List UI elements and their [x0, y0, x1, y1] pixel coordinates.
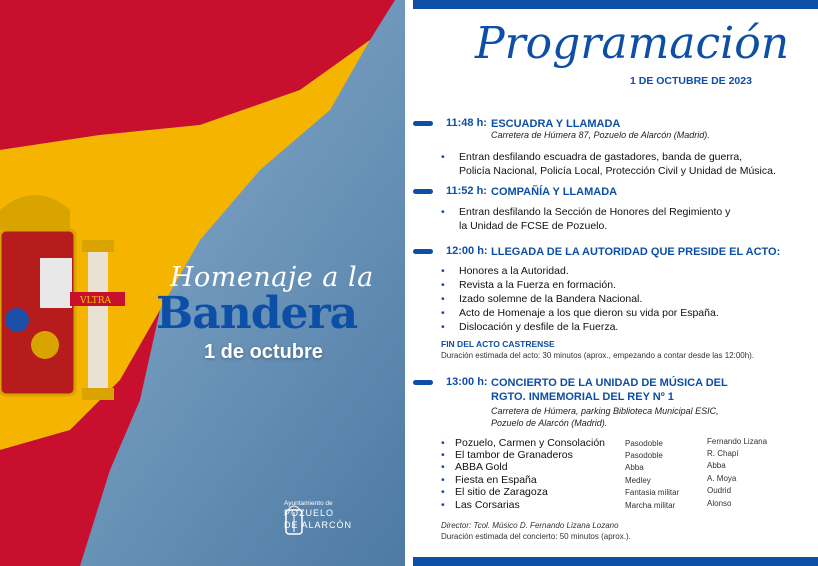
list-item: • Entran desfilando escuadra de gastadores, banda de guerra, Policía Nacional, Policía Local, Protección Civil y Unidad de Música. [441, 151, 776, 177]
director: Director: Tcol. Músico D. Fernando Lizana Lozano [441, 521, 619, 530]
coat-of-arms-icon [284, 500, 304, 536]
list-item: • Dislocación y desfile de la Fuerza. [441, 321, 619, 333]
program-title: Programación [475, 18, 790, 69]
song-row: • Las Corsarias Marcha militar Alonso [441, 499, 732, 511]
section-title: ESCUADRA Y LLAMADA [491, 118, 621, 130]
logo-line2: POZUELO [284, 508, 335, 518]
section-title: LLEGADA DE LA AUTORIDAD QUE PRESIDE EL ACTO: [491, 246, 781, 258]
section-address: Carretera de Húmera, parking Biblioteca Municipal ESIC, Pozuelo de Alarcón (Madrid). [491, 406, 719, 428]
song-row: • El tambor de Granaderos Pasodoble R. Chapí [441, 449, 739, 461]
svg-text:VLTRA: VLTRA [80, 296, 112, 306]
top-bar [413, 0, 818, 9]
dash-icon [413, 121, 433, 126]
section-time: 11:52 h: [446, 185, 487, 197]
section-time: 11:48 h: [446, 117, 487, 129]
song-row: • El sitio de Zaragoza Fantasia militar Oudrid [441, 486, 732, 498]
section-time: 12:00 h: [446, 245, 488, 257]
list-item: • Izado solemne de la Bandera Nacional. [441, 293, 643, 305]
program-date: 1 DE OCTUBRE DE 2023 [630, 75, 752, 87]
poster-title: Bandera [156, 288, 358, 339]
bottom-bar [413, 557, 818, 566]
list-item: • Entran desfilando la Sección de Honores del Regimiento y la Unidad de FCSE de Pozuelo. [441, 206, 731, 232]
ayuntamiento-logo [284, 500, 352, 531]
end-title: FIN DEL ACTO CASTRENSE [441, 339, 555, 349]
section-time: 13:00 h: [446, 376, 488, 388]
section-address: Carretera de Húmera 87, Pozuelo de Alarcón (Madrid). [491, 130, 710, 140]
song-row: • Fiesta en España Medley A. Moya [441, 474, 737, 486]
list-item: • Revista a la Fuerza en formación. [441, 279, 616, 291]
list-item: • Acto de Homenaje a los que dieron su vida por España. [441, 307, 719, 319]
logo-line3: DE ALARCÓN [284, 520, 353, 530]
dash-icon [413, 380, 433, 385]
section-title: CONCIERTO DE LA UNIDAD DE MÚSICA DEL RGTO. INMEMORIAL DEL REY Nº 1 [491, 377, 728, 403]
program-panel [405, 0, 818, 566]
song-row: • Pozuelo, Carmen y Consolación Pasodoble Fernando Lizana [441, 437, 768, 449]
poster-subtitle: Homenaje a la [170, 262, 374, 293]
section-title: COMPAÑÍA Y LLAMADA [491, 186, 618, 198]
concert-duration: Duración estimada del concierto: 50 minutos (aprox.). [441, 532, 631, 541]
poster-date: 1 de octubre [204, 341, 323, 363]
logo-line1: Ayuntamiento de [284, 500, 333, 507]
dash-icon [413, 249, 433, 254]
song-row: • ABBA Gold Abba Abba [441, 461, 726, 473]
dash-icon [413, 189, 433, 194]
poster-image [0, 0, 405, 566]
end-note: Duración estimada del acto: 30 minutos (aprox., empezando a contar desde las 12:00h). [441, 351, 755, 360]
list-item: • Honores a la Autoridad. [441, 265, 569, 277]
